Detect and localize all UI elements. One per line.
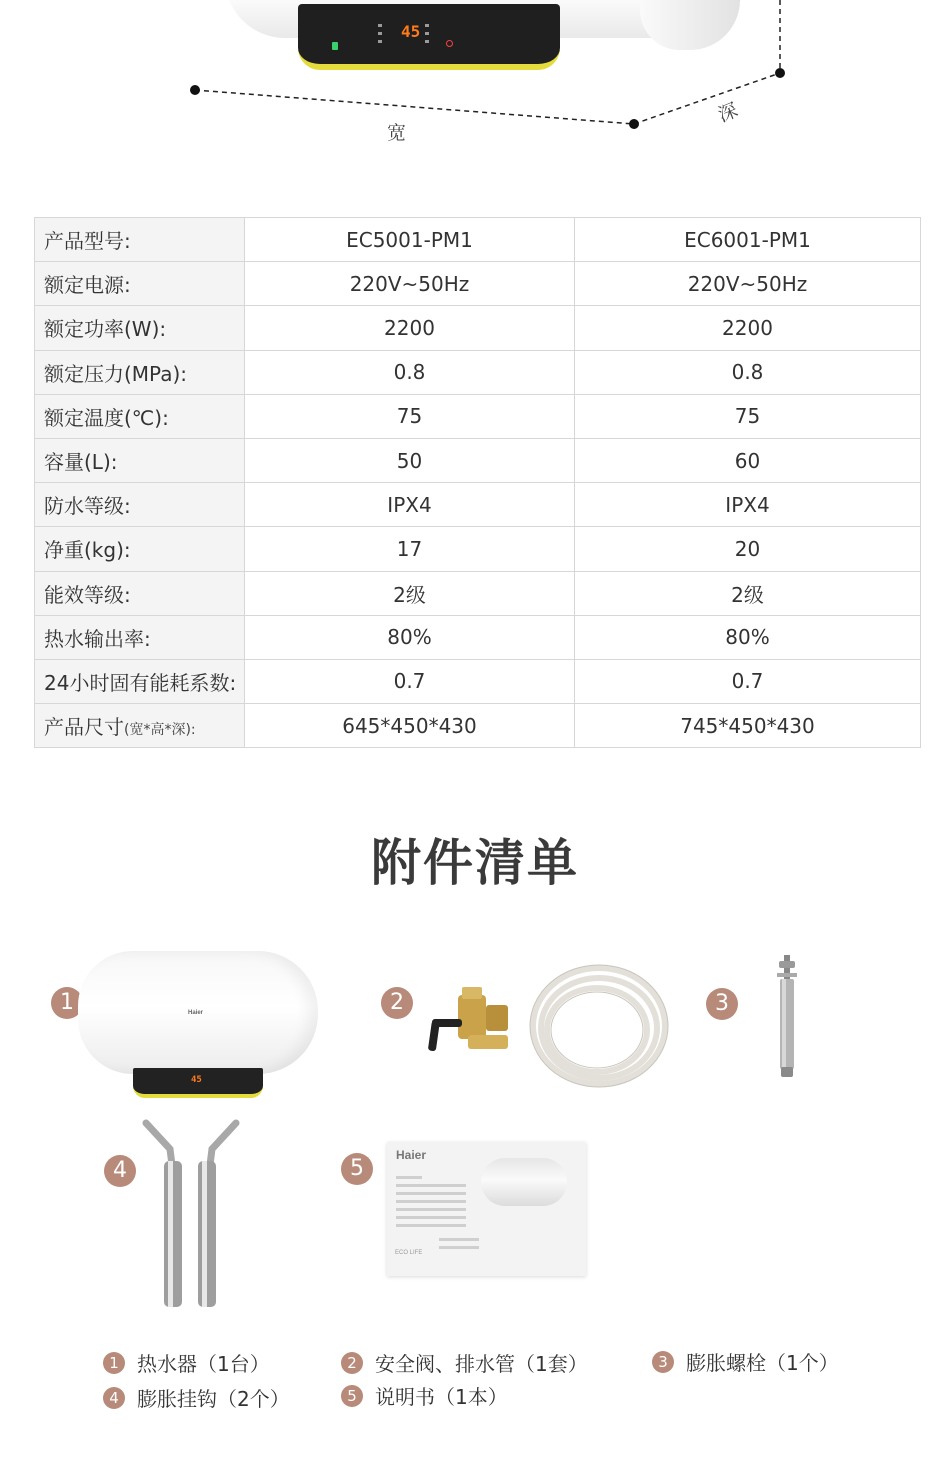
spec-label-text: 额定温度(℃): — [44, 405, 169, 430]
spec-value-model-2: 0.7 — [575, 659, 921, 703]
legend-number: 2 — [341, 1352, 363, 1374]
spec-label-text: 产品型号: — [44, 229, 131, 254]
legend-item-1 — [103, 1348, 270, 1377]
legend-text: 热水器（1台） — [137, 1352, 270, 1376]
legend-number: 1 — [103, 1352, 125, 1374]
dimension-lines — [0, 0, 950, 170]
spec-label — [35, 659, 245, 703]
spec-value-model-1: 220V~50Hz — [245, 262, 575, 306]
spec-value-model-1: 0.8 — [245, 350, 575, 394]
dimension-dot — [629, 119, 639, 129]
section-title: 附件清单 — [371, 834, 579, 892]
spec-value-model-1: 17 — [245, 527, 575, 571]
dimension-dot — [190, 85, 200, 95]
heater-control-panel — [133, 1068, 263, 1098]
spec-row — [35, 571, 921, 615]
expansion-bolt-icon — [774, 955, 800, 1080]
spec-value-model-2: 80% — [575, 615, 921, 659]
legend-text: 膨胀螺栓（1个） — [686, 1351, 839, 1375]
badge-3: 3 — [706, 988, 738, 1020]
legend-item-5 — [341, 1381, 508, 1410]
spec-label — [35, 483, 245, 527]
spec-value-model-2: 75 — [575, 394, 921, 438]
badge-1: 1 — [51, 987, 83, 1019]
spec-row — [35, 438, 921, 482]
haier-logo: Haier — [188, 1010, 204, 1016]
spec-label — [35, 350, 245, 394]
spec-row — [35, 704, 921, 748]
spec-label-text: 容量(L): — [44, 450, 118, 475]
legend-number: 4 — [103, 1387, 125, 1409]
legend-number: 5 — [341, 1385, 363, 1407]
drain-hose-icon — [525, 962, 670, 1090]
spec-label-text: 防水等级: — [44, 494, 131, 519]
spec-label — [35, 306, 245, 350]
spec-row — [35, 262, 921, 306]
spec-label — [35, 704, 245, 748]
spec-value-model-2: 745*450*430 — [575, 704, 921, 748]
spec-row — [35, 659, 921, 703]
spec-value-model-1: 50 — [245, 438, 575, 482]
spec-label-text: 24小时固有能耗系数: — [44, 670, 237, 695]
spec-row — [35, 527, 921, 571]
safety-valve-icon — [428, 985, 513, 1055]
dimension-dot — [775, 68, 785, 78]
badge-4: 4 — [104, 1155, 136, 1187]
spec-row — [35, 615, 921, 659]
depth-label: 深 — [715, 99, 742, 127]
spec-label-text: 额定电源: — [44, 273, 131, 298]
heater-display: 45 — [191, 1075, 202, 1085]
legend-text: 安全阀、排水管（1套） — [375, 1352, 588, 1376]
legend-item-4 — [103, 1383, 290, 1412]
water-heater-image — [78, 951, 318, 1074]
spec-value-model-1: 75 — [245, 394, 575, 438]
spec-value-model-2: 20 — [575, 527, 921, 571]
spec-value-model-1: EC5001-PM1 — [245, 218, 575, 262]
width-label: 宽 — [387, 122, 407, 144]
spec-label — [35, 218, 245, 262]
spec-value-model-2: 2级 — [575, 571, 921, 615]
spec-row — [35, 394, 921, 438]
spec-row — [35, 350, 921, 394]
legend-text: 膨胀挂钩（2个） — [137, 1387, 290, 1411]
spec-value-model-2: 220V~50Hz — [575, 262, 921, 306]
spec-label — [35, 571, 245, 615]
spec-label-sub: (宽*高*深): — [124, 722, 196, 739]
spec-value-model-1: 0.7 — [245, 659, 575, 703]
spec-value-model-2: IPX4 — [575, 483, 921, 527]
spec-label — [35, 262, 245, 306]
badge-5: 5 — [341, 1153, 373, 1185]
spec-label — [35, 527, 245, 571]
spec-row — [35, 483, 921, 527]
legend-item-3 — [652, 1347, 839, 1376]
manual-heater-picture — [481, 1158, 567, 1206]
spec-label — [35, 615, 245, 659]
spec-label-text: 能效等级: — [44, 582, 131, 607]
legend-number: 3 — [652, 1351, 674, 1373]
spec-table — [34, 217, 921, 748]
manual-brand-logo: Haier — [396, 1148, 427, 1162]
spec-value-model-1: IPX4 — [245, 483, 575, 527]
expansion-hooks-icon — [140, 1113, 245, 1313]
spec-value-model-1: 80% — [245, 615, 575, 659]
spec-value-model-2: 2200 — [575, 306, 921, 350]
spec-value-model-2: 60 — [575, 438, 921, 482]
spec-row — [35, 306, 921, 350]
spec-row — [35, 218, 921, 262]
manual-footer: ECO LIFE — [395, 1250, 423, 1256]
spec-label-text: 额定压力(MPa): — [44, 361, 188, 386]
spec-label-text: 热水输出率: — [44, 626, 151, 651]
spec-label — [35, 438, 245, 482]
badge-2: 2 — [381, 987, 413, 1019]
legend-item-2 — [341, 1348, 588, 1377]
spec-label-text: 净重(kg): — [44, 538, 131, 563]
spec-value-model-2: EC6001-PM1 — [575, 218, 921, 262]
spec-label-text: 额定功率(W): — [44, 317, 167, 342]
panel-display: 45 — [401, 22, 421, 41]
spec-value-model-1: 645*450*430 — [245, 704, 575, 748]
spec-label-text: 产品尺寸 — [44, 715, 124, 740]
dimension-illustration — [0, 0, 950, 170]
spec-value-model-2: 0.8 — [575, 350, 921, 394]
spec-value-model-1: 2级 — [245, 571, 575, 615]
spec-label — [35, 394, 245, 438]
spec-value-model-1: 2200 — [245, 306, 575, 350]
legend-text: 说明书（1本） — [375, 1385, 508, 1409]
instruction-manual-image — [387, 1142, 586, 1276]
